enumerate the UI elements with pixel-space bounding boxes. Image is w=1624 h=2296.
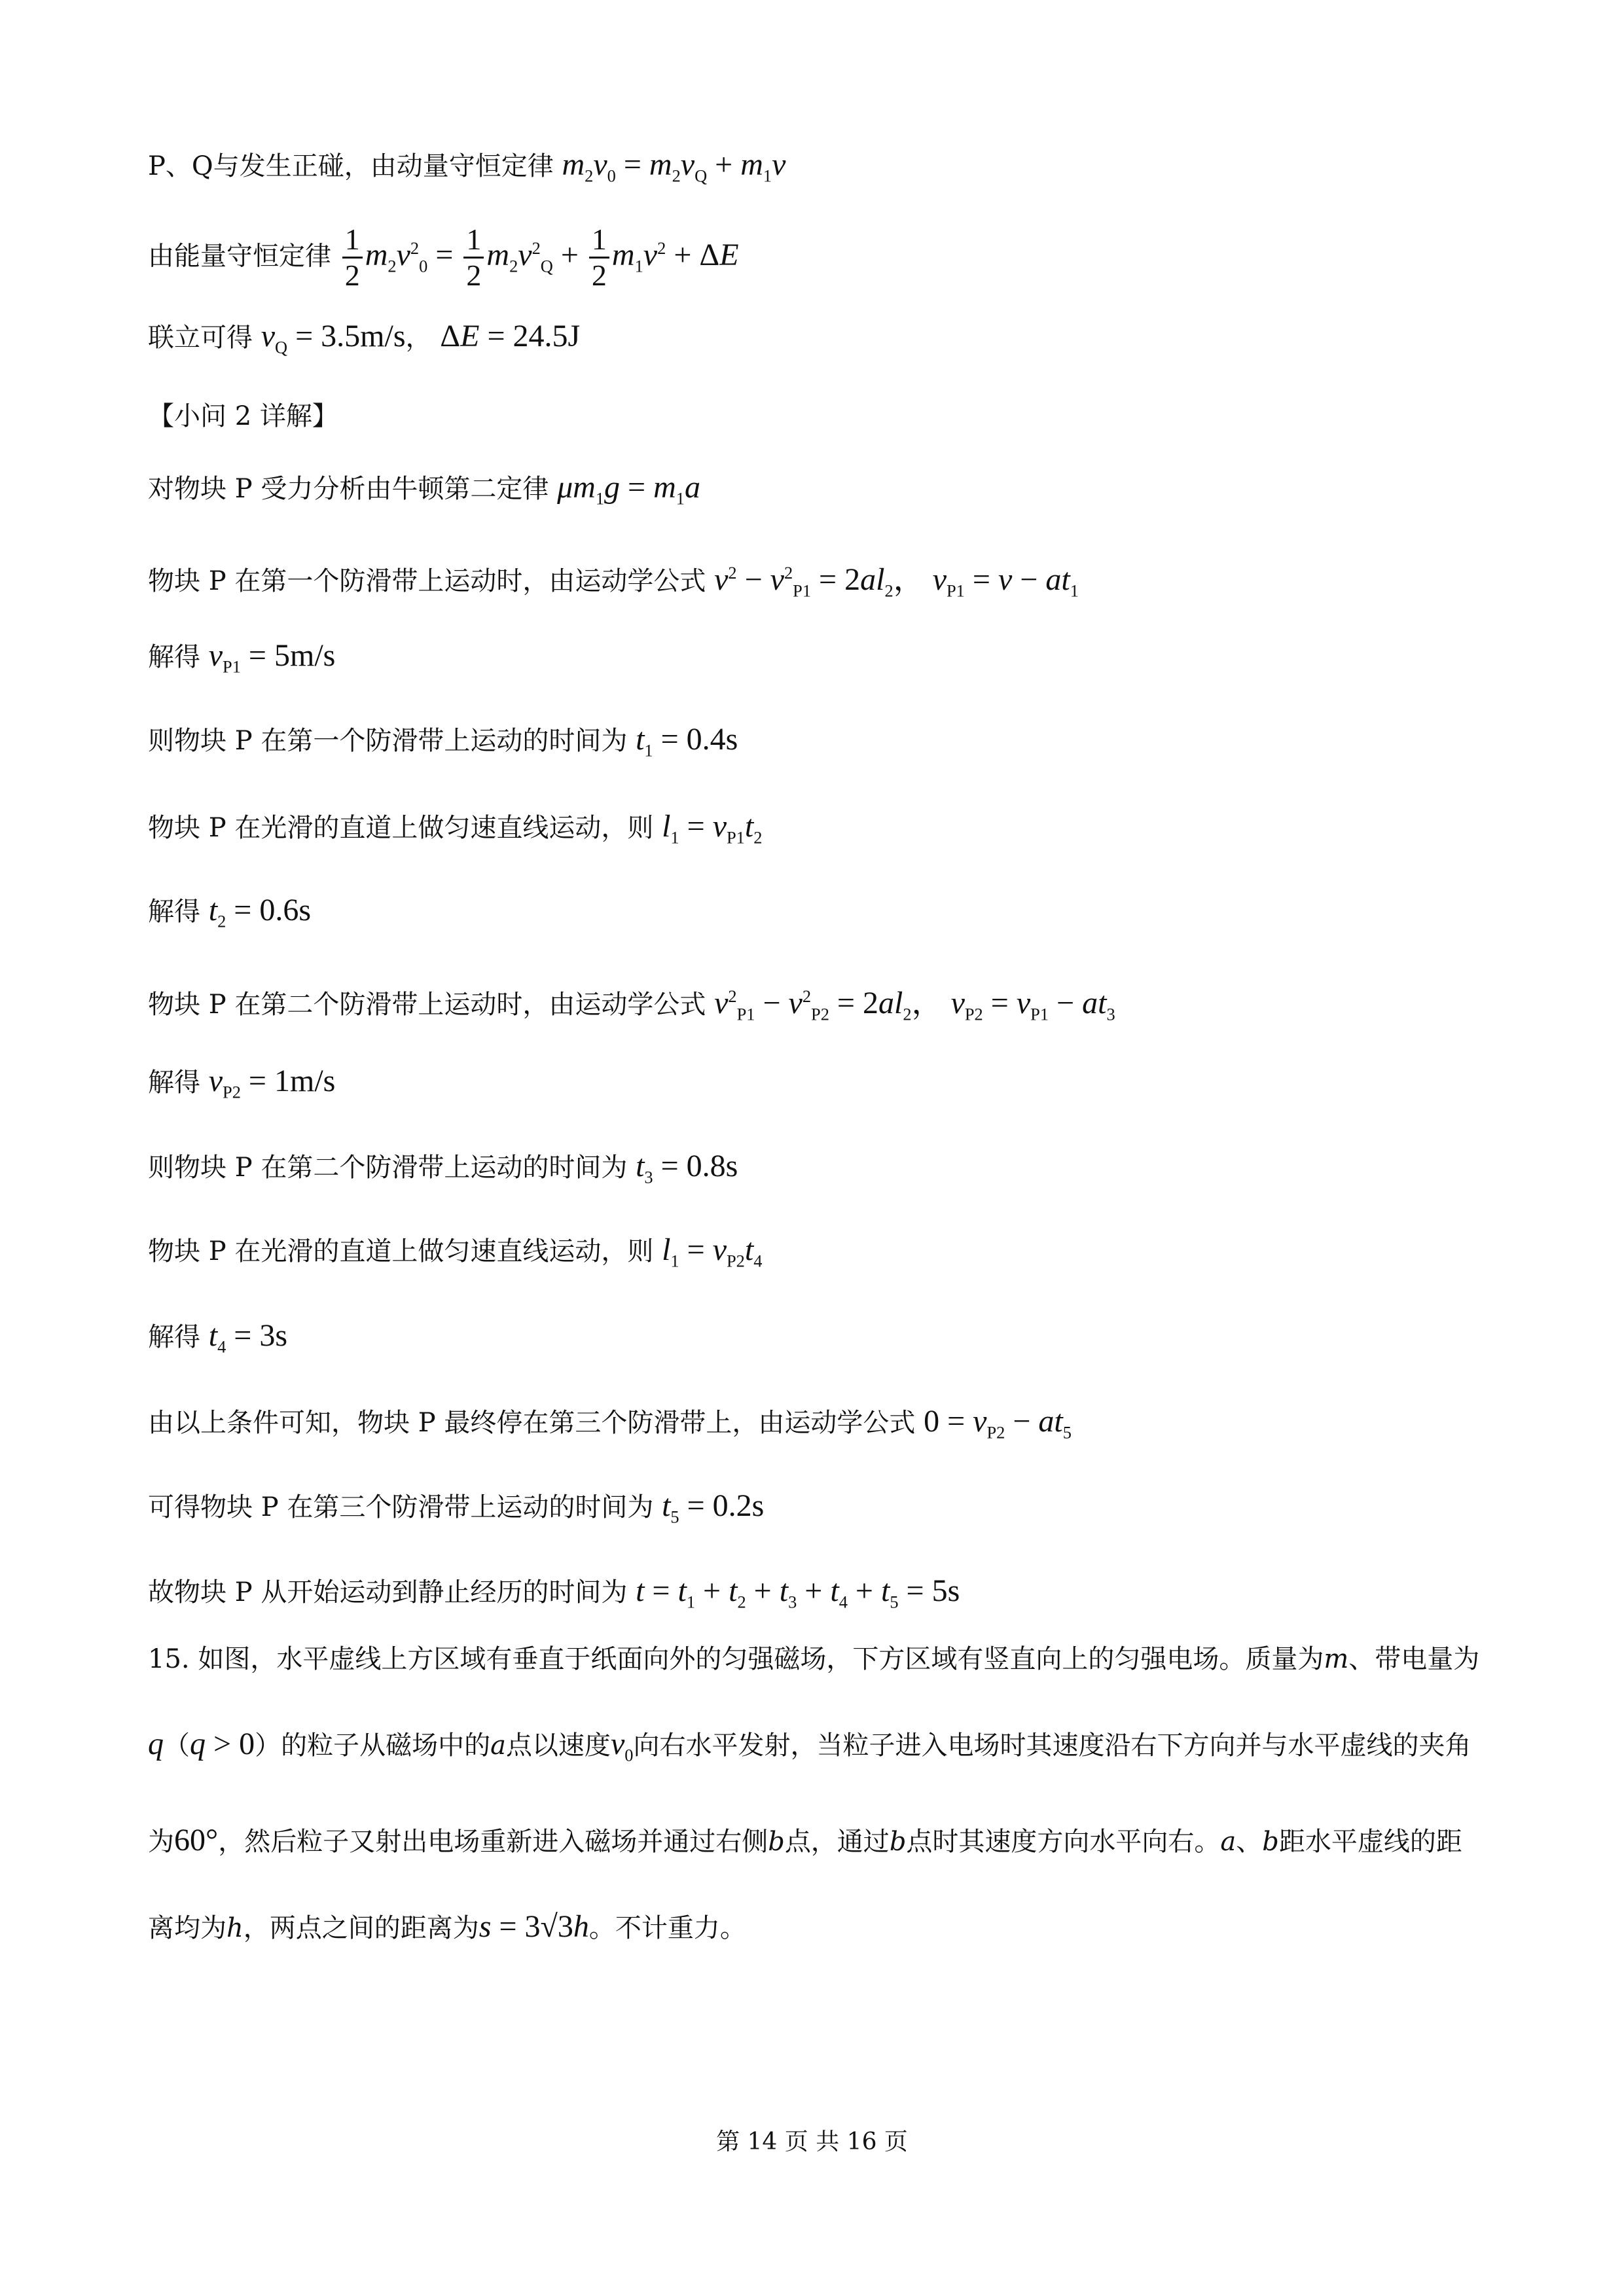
- formula: $v_{P2} = 1m/s$: [208, 1064, 336, 1102]
- formula: $v^2_{P1} - v^2_{P2} = 2al_2$， $v_{P2} = v_{P1} - at_3$: [714, 986, 1115, 1024]
- text: 、: [1236, 1826, 1263, 1857]
- formula: $v_0$: [610, 1727, 634, 1765]
- text: 联立可得: [148, 323, 253, 353]
- separator: ，: [405, 323, 432, 353]
- formula: s = 3√3h: [478, 1909, 589, 1944]
- line-result: [148, 317, 580, 367]
- text: 点，通过: [784, 1826, 890, 1857]
- text: 。不计重力。: [588, 1912, 746, 1943]
- page-footer: 第 14 页 共 16 页: [716, 2128, 908, 2155]
- text: 则物块 P 在第二个防滑带上运动的时间为: [148, 1153, 628, 1183]
- text: 解得: [148, 897, 200, 927]
- text: 距水平虚线的距离均为: [148, 1826, 1462, 1943]
- formula: $t_3 = 0.8s$: [636, 1149, 738, 1187]
- text: 由能量守恒定律: [148, 241, 331, 272]
- var-q: q: [148, 1727, 164, 1761]
- text: 解得: [148, 642, 200, 672]
- formula: $m_2v_0 = m_2v_Q + m_1v$: [562, 147, 786, 186]
- formula: $v_{P1} = 5m/s$: [208, 638, 336, 677]
- text: ）的粒子从磁场中的: [255, 1731, 491, 1761]
- text: 、带电量为: [1348, 1644, 1480, 1674]
- line-t2: [148, 891, 311, 941]
- text: 故物块 P 从开始运动到静止经历的时间为: [148, 1577, 628, 1607]
- problem-15: [148, 1617, 1483, 1971]
- formula: $\mu m_1g = m_1a$: [557, 470, 700, 509]
- formula: $t_5 = 0.2s$: [662, 1488, 765, 1527]
- formula: ΔE = 24.5J: [440, 319, 581, 353]
- text: 点时其速度方向水平向右。: [906, 1826, 1221, 1857]
- text: 物块 P 在光滑的直道上做匀速直线运动，则: [148, 1236, 654, 1266]
- formula: 60°: [174, 1822, 219, 1857]
- var-b: b: [768, 1826, 785, 1857]
- var-h: h: [226, 1912, 244, 1943]
- line-t4: [148, 1316, 287, 1367]
- text: 物块 P 在光滑的直道上做匀速直线运动，则: [148, 813, 654, 843]
- line-vp2: [148, 1062, 335, 1112]
- text: 解得: [148, 1322, 200, 1352]
- text: 则物块 P 在第一个防滑带上运动的时间为: [148, 726, 628, 756]
- line-uniform-1: [148, 807, 762, 857]
- formula: $l_1 = v_{P2}t_4$: [662, 1232, 763, 1271]
- text: 解得: [148, 1067, 200, 1098]
- text: P、Q与发生正碰，由动量守恒定律: [148, 151, 554, 181]
- text: （: [164, 1731, 190, 1761]
- formula: $0 = v_{P2} - at_5$: [924, 1404, 1072, 1443]
- formula: $t_4 = 3s$: [208, 1318, 288, 1357]
- text: 向右水平发射，当粒子进入电场时其速度沿右下方向并与水平虚线的夹角为: [148, 1731, 1471, 1857]
- text: 对物块 P 受力分析由牛顿第二定律: [148, 474, 549, 504]
- text: ，然后粒子又射出电场重新进入磁场并通过右侧: [218, 1826, 768, 1857]
- var-a: a: [1220, 1826, 1236, 1857]
- text: 可得物块 P 在第三个防滑带上运动的时间为: [148, 1492, 654, 1522]
- formula: $v_Q = 3.5m/s$: [261, 319, 406, 357]
- line-newton: [148, 468, 700, 518]
- section-heading: 【小问 2 详解】: [148, 401, 338, 431]
- var-b: b: [1262, 1826, 1279, 1857]
- text: 物块 P 在第一个防滑带上运动时，由运动学公式: [148, 566, 706, 596]
- text: ，两点之间的距离为: [243, 1912, 479, 1943]
- formula: $l_1 = v_{P1}t_2$: [662, 809, 763, 848]
- line-vp1: [148, 636, 335, 687]
- line-t5: [148, 1486, 764, 1537]
- var-a: a: [490, 1731, 506, 1761]
- line-second-strip: [148, 977, 1115, 1034]
- line-stop: [148, 1402, 1072, 1452]
- line-momentum: [148, 145, 785, 196]
- text: 点以速度: [505, 1731, 611, 1761]
- line-first-strip: [148, 553, 1079, 611]
- var-m: m: [1324, 1644, 1349, 1674]
- formula: $t_2 = 0.6s$: [208, 893, 312, 931]
- formula: $t_1 = 0.4s$: [636, 722, 738, 761]
- formula: $\frac{1}{2}$ $m_2v^2_0$ = $\frac{1}{2}$ $m_2v^2_Q$ + $\frac{1}{2}$ $m_1v^2 + \Delta E$: [340, 238, 739, 272]
- line-total-time: [148, 1571, 960, 1622]
- var-b: b: [889, 1826, 907, 1857]
- text: 15. 如图，水平虚线上方区域有垂直于纸面向外的匀强磁场，下方区域有竖直向上的匀强电场。质量为: [148, 1644, 1324, 1674]
- formula: $t = t_1 + t_2 + t_3 + t_4 + t_5 = 5s$: [636, 1573, 960, 1612]
- line-t3: [148, 1147, 738, 1197]
- line-energy: [148, 223, 739, 293]
- line-uniform-2: [148, 1230, 762, 1281]
- formula: $v^2 - v^2_{P1} = 2al_2$， $v_{P1} = v - at_1$: [714, 562, 1079, 601]
- text: 由以上条件可知，物块 P 最终停在第三个防滑带上，由运动学公式: [148, 1408, 916, 1438]
- text: 物块 P 在第二个防滑带上运动时，由运动学公式: [148, 990, 706, 1020]
- line-t1: [148, 720, 738, 770]
- formula: q > 0: [190, 1727, 255, 1761]
